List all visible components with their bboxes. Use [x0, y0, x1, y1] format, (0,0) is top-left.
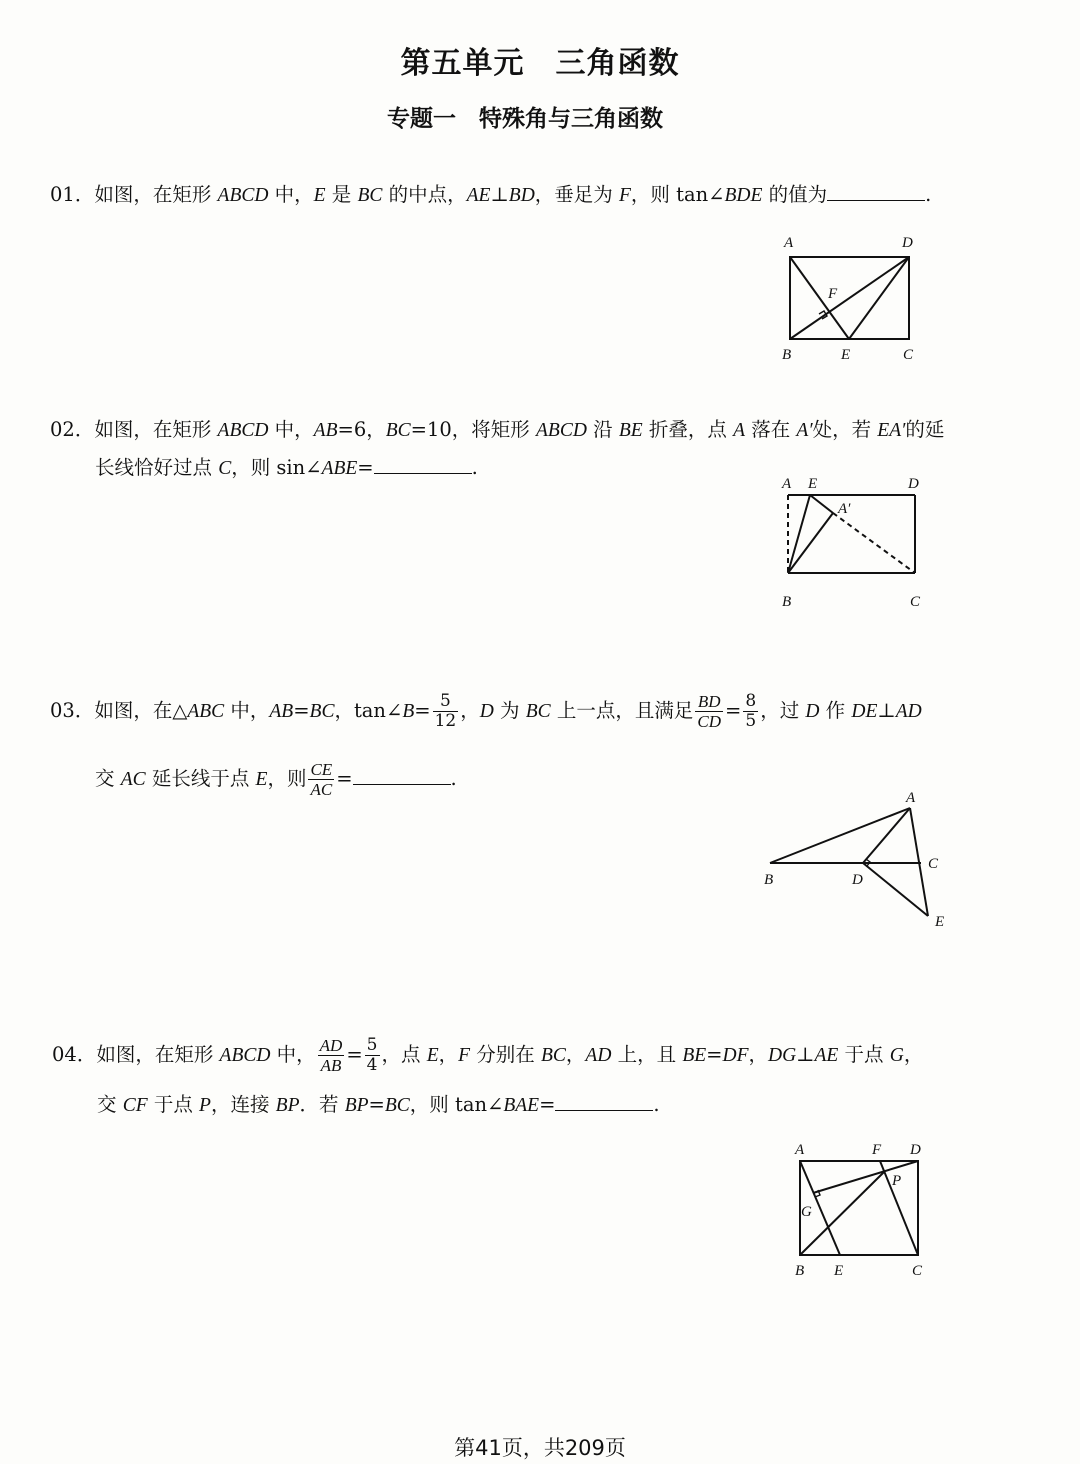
question-1: 01．如图，在矩形 ABCD 中，E 是 BC 的中点，AE⊥BD，垂足为 F，则 tan∠BDE 的值为 . — [50, 183, 932, 206]
topic-subtitle: 专题一 特殊角与三角函数 — [387, 106, 663, 132]
answer-blank[interactable] — [555, 1092, 653, 1111]
label-d: D — [852, 872, 863, 888]
extension-a1c — [833, 513, 915, 573]
label-e: E — [808, 476, 818, 492]
question-4-line-2: 交 CF 于点 P，连接 BP．若 BP=BC，则 tan∠BAE= . — [97, 1093, 660, 1116]
label-e: E — [841, 347, 851, 363]
segment-dg — [813, 1161, 918, 1193]
fraction-5-4: $\frac{5}{4}$ — [366, 1035, 378, 1075]
segment-de — [849, 257, 909, 339]
question-4-line-1: 04．如图，在矩形 ABCD 中， $\frac{AD}{AB}$ = $\frac{5}{4}$ ，点 E，F 分别在 BC，AD 上，且 BE=DF，DG⊥AE 于点 G， — [52, 1035, 924, 1075]
label-a-prime: A′ — [838, 501, 851, 517]
label-a: A — [782, 476, 792, 492]
page-footer: 第41页，共209页 — [454, 1436, 626, 1460]
label-d: D — [908, 476, 919, 492]
label-a: A — [795, 1142, 805, 1158]
label-e: E — [834, 1263, 844, 1279]
label-b: B — [795, 1263, 805, 1279]
answer-blank[interactable] — [374, 455, 472, 474]
figure-q3 — [755, 785, 955, 935]
unit-title: 第五单元 三角函数 — [400, 46, 680, 81]
segment-bd — [790, 257, 909, 339]
question-2-line-2: 长线恰好过点 C，则 sin∠ABE= . — [95, 456, 478, 479]
fraction-5-12: $\frac{5}{12}$ — [434, 691, 457, 731]
label-d: D — [902, 235, 913, 251]
question-2-line-1: 02．如图，在矩形 ABCD 中，AB=6，BC=10，将矩形 ABCD 沿 BE 折叠，点 A 落在 A′处，若 EA′的延 — [50, 418, 945, 441]
label-b: B — [764, 872, 774, 888]
segment-ba — [770, 808, 910, 863]
label-e: E — [935, 914, 945, 930]
fold-line-be — [788, 495, 810, 573]
answer-blank[interactable] — [353, 766, 451, 785]
label-c: C — [912, 1263, 923, 1279]
answer-blank[interactable] — [827, 182, 925, 201]
figure-q4 — [785, 1135, 945, 1285]
fraction-ce-ac: $\frac{CE}{AC}$ — [310, 760, 333, 799]
question-3-line-1: 03．如图，在△ABC 中，AB=BC，tan∠B= $\frac{5}{12}$ ，D 为 BC 上一点，且满足 $\frac{BD}{CD}$ = $\frac{8}{5}$ ，过 D 作 DE⊥AD — [50, 691, 922, 731]
fraction-8-5: $\frac{8}{5}$ — [745, 691, 757, 731]
figure-q1 — [775, 230, 935, 370]
segment-ea1 — [810, 495, 833, 513]
label-c: C — [928, 856, 939, 872]
label-c: C — [910, 594, 921, 610]
segment-de — [863, 863, 928, 916]
label-f: F — [828, 286, 838, 302]
segment-ba1 — [788, 513, 833, 573]
label-a: A — [906, 790, 916, 806]
label-d: D — [910, 1142, 921, 1158]
label-b: B — [782, 347, 792, 363]
label-p: P — [892, 1173, 902, 1189]
fraction-ad-ab: $\frac{AD}{AB}$ — [319, 1036, 343, 1075]
fraction-bd-cd: $\frac{BD}{CD}$ — [697, 692, 722, 731]
label-c: C — [903, 347, 914, 363]
label-g: G — [801, 1204, 812, 1220]
segment-ae — [790, 257, 849, 339]
question-3-line-2: 交 AC 延长线于点 E，则 $\frac{CE}{AC}$ = . — [95, 760, 457, 799]
label-f: F — [872, 1142, 882, 1158]
label-b: B — [782, 594, 792, 610]
figure-q2 — [770, 470, 940, 615]
label-a: A — [784, 235, 794, 251]
